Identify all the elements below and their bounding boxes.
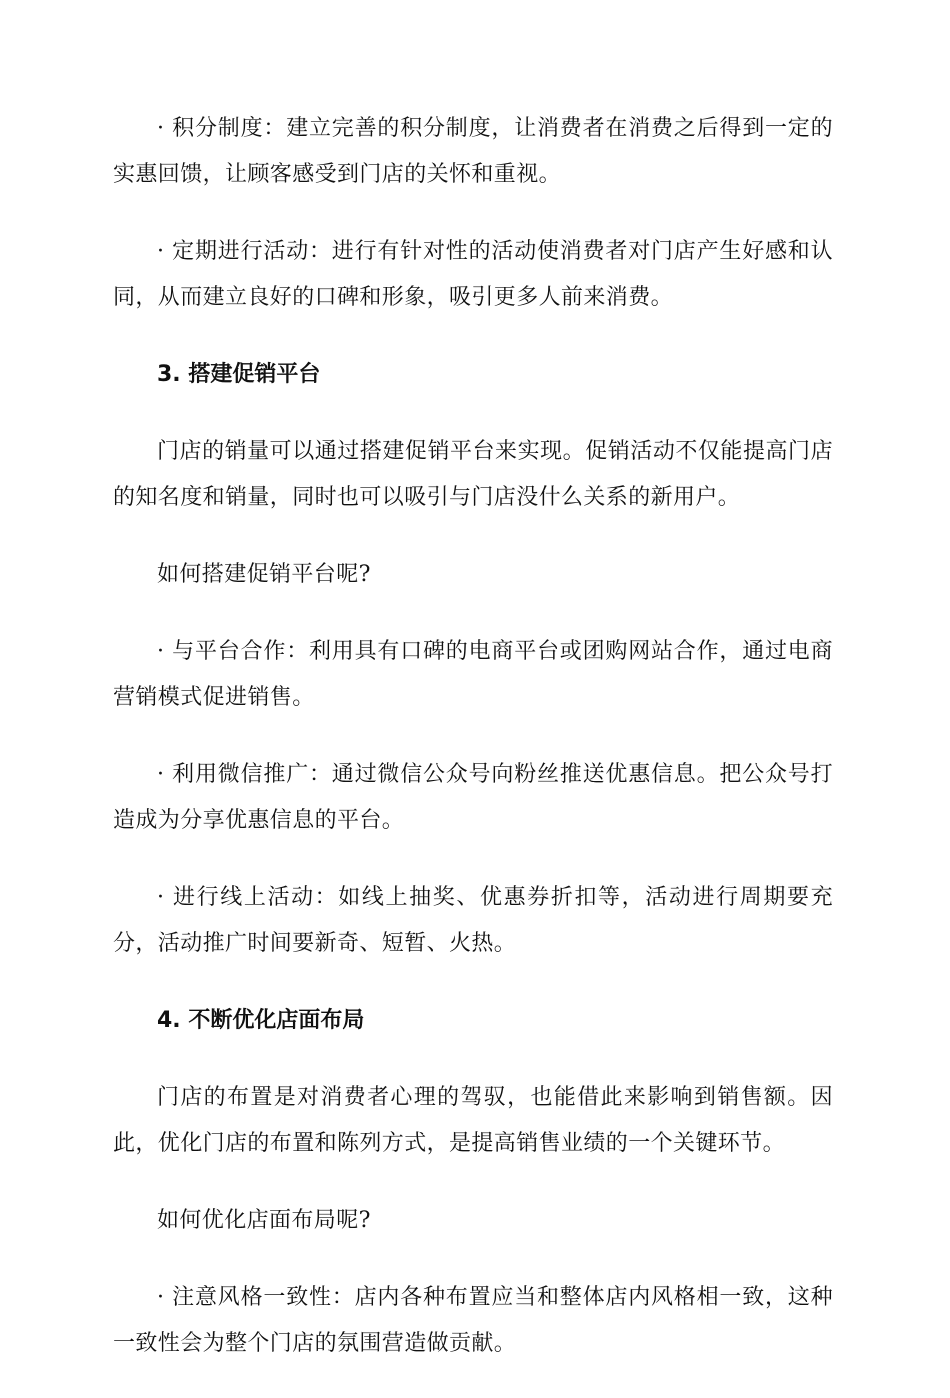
paragraph-promotion-intro: 门店的销量可以通过搭建促销平台来实现。促销活动不仅能提高门店的知名度和销量，同时也可以吸引与门店没什么关系的新用户。: [113, 439, 833, 510]
section-heading-promotion-platform: 3. 搭建促销平台: [157, 362, 321, 387]
document-body: [113, 106, 833, 1398]
paragraph-promotion-question: 如何搭建促销平台呢?: [157, 562, 371, 587]
bullet-online-activities: · 进行线上活动：如线上抽奖、优惠券折扣等，活动进行周期要充分，活动推广时间要新奇、短暂、火热。: [113, 885, 833, 956]
bullet-platform-cooperation: · 与平台合作：利用具有口碑的电商平台或团购网站合作，通过电商营销模式促进销售。: [113, 639, 833, 710]
bullet-style-consistency: · 注意风格一致性：店内各种布置应当和整体店内风格相一致，这种一致性会为整个门店的氛围营造做贡献。: [113, 1285, 833, 1356]
bullet-points-system: · 积分制度：建立完善的积分制度，让消费者在消费之后得到一定的实惠回馈，让顾客感受到门店的关怀和重视。: [113, 116, 833, 187]
paragraph-layout-question: 如何优化店面布局呢?: [157, 1208, 371, 1233]
bullet-regular-activities: · 定期进行活动：进行有针对性的活动使消费者对门店产生好感和认同，从而建立良好的口碑和形象，吸引更多人前来消费。: [113, 239, 833, 310]
section-heading-store-layout: 4. 不断优化店面布局: [157, 1008, 365, 1033]
paragraph-layout-intro: 门店的布置是对消费者心理的驾驭，也能借此来影响到销售额。因此，优化门店的布置和陈列方式，是提高销售业绩的一个关键环节。: [113, 1085, 833, 1156]
bullet-wechat-promotion: · 利用微信推广：通过微信公众号向粉丝推送优惠信息。把公众号打造成为分享优惠信息的平台。: [113, 762, 833, 833]
